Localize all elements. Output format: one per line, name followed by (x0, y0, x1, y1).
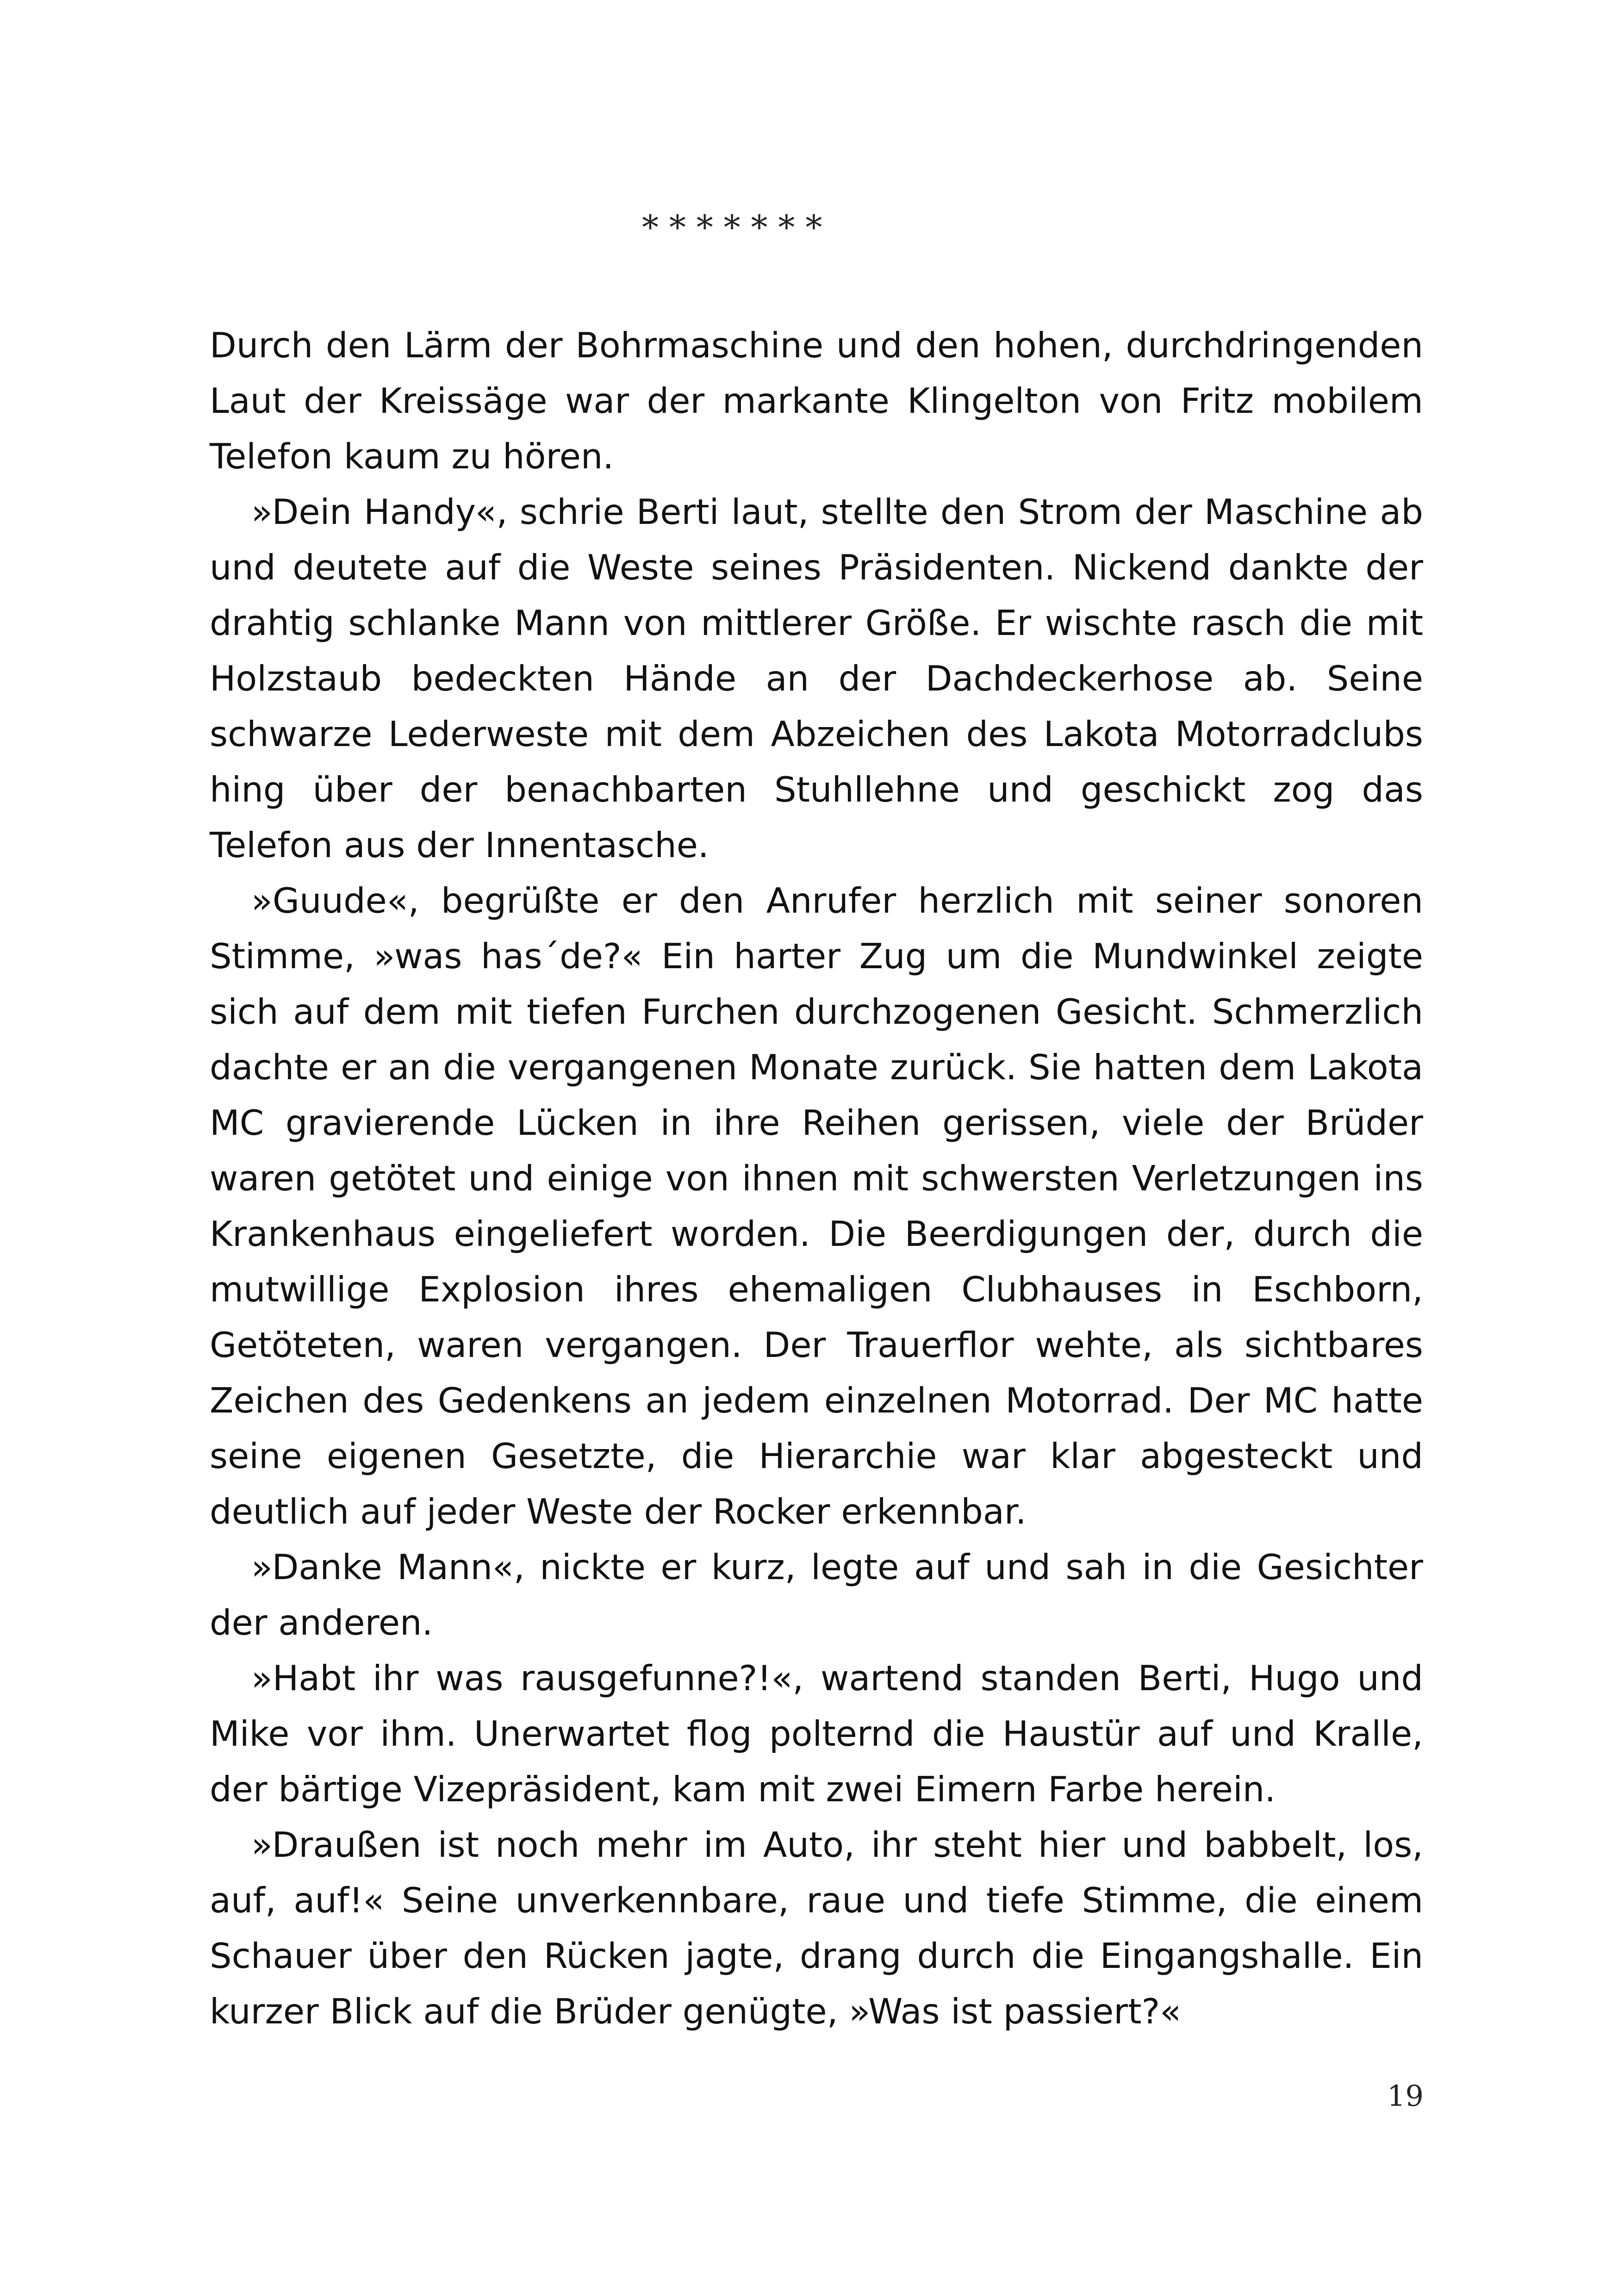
paragraph: »Draußen ist noch mehr im Auto, ihr steht hier und babbelt, los, auf, auf!« Seine unverkennbare, raue und tiefe Stimme, die einem Schauer über den Rücken jagte, drang durch die Eingangshalle. Ein kurzer Blick auf die Brüder genügte, »Was ist passiert?« (210, 1824, 1423, 2032)
section-separator: * * * * * * * (642, 208, 822, 247)
paragraph: »Dein Handy«, schrie Berti laut, stellte den Strom der Maschine ab und deutete auf die Weste seines Präsidenten. Nickend dankte der drahtig schlanke Mann von mittlerer Größe. Er wischte rasch die mit Holzstaub bedeckten Hände an der Dachdeckerhose ab. Seine schwarze Lederweste mit dem Abzeichen des Lakota Motorradclubs hing über der benachbarten Stuhllehne und geschickt zog das Telefon aus der Innentasche. (210, 492, 1423, 865)
paragraph: »Guude«, begrüßte er den Anrufer herzlich mit seiner sonoren Stimme, »was has´de?« Ein harter Zug um die Mundwinkel zeigte sich auf dem mit tiefen Furchen durchzogenen Gesicht. Schmerzlich dachte er an die vergangenen Monate zurück. Sie hatten dem Lakota MC gravierende Lücken in ihre Reihen gerissen, viele der Brüder waren getötet und einige von ihnen mit schwersten Verletzungen ins Krankenhaus eingeliefert worden. Die Beerdigungen der, durch die mutwillige Explosion ihres ehemaligen Clubhauses in Eschborn, Getöteten, waren vergangen. Der Trauerflor wehte, als sichtbares Zeichen des Gedenkens an jedem einzelnen Motorrad. Der MC hatte seine eigenen Gesetzte, die Hierarchie war klar abgesteckt und deutlich auf jeder Weste der Rocker erkennbar. (210, 880, 1423, 1532)
page-number: 19 (1387, 2079, 1424, 2113)
paragraph: »Habt ihr was rausgefunne?!«, wartend standen Berti, Hugo und Mike vor ihm. Unerwartet flog polternd die Haustür auf und Kralle, der bärtige Vizepräsident, kam mit zwei Eimern Farbe herein. (210, 1658, 1423, 1810)
paragraph: Durch den Lärm der Bohrmaschine und den hohen, durchdringenden Laut der Kreissäge war der markante Klingelton von Fritz mobilem Telefon kaum zu hören. (210, 325, 1423, 477)
paragraph: »Danke Mann«, nickte er kurz, legte auf und sah in die Gesichter der anderen. (210, 1547, 1423, 1643)
body-text (210, 317, 1423, 2039)
